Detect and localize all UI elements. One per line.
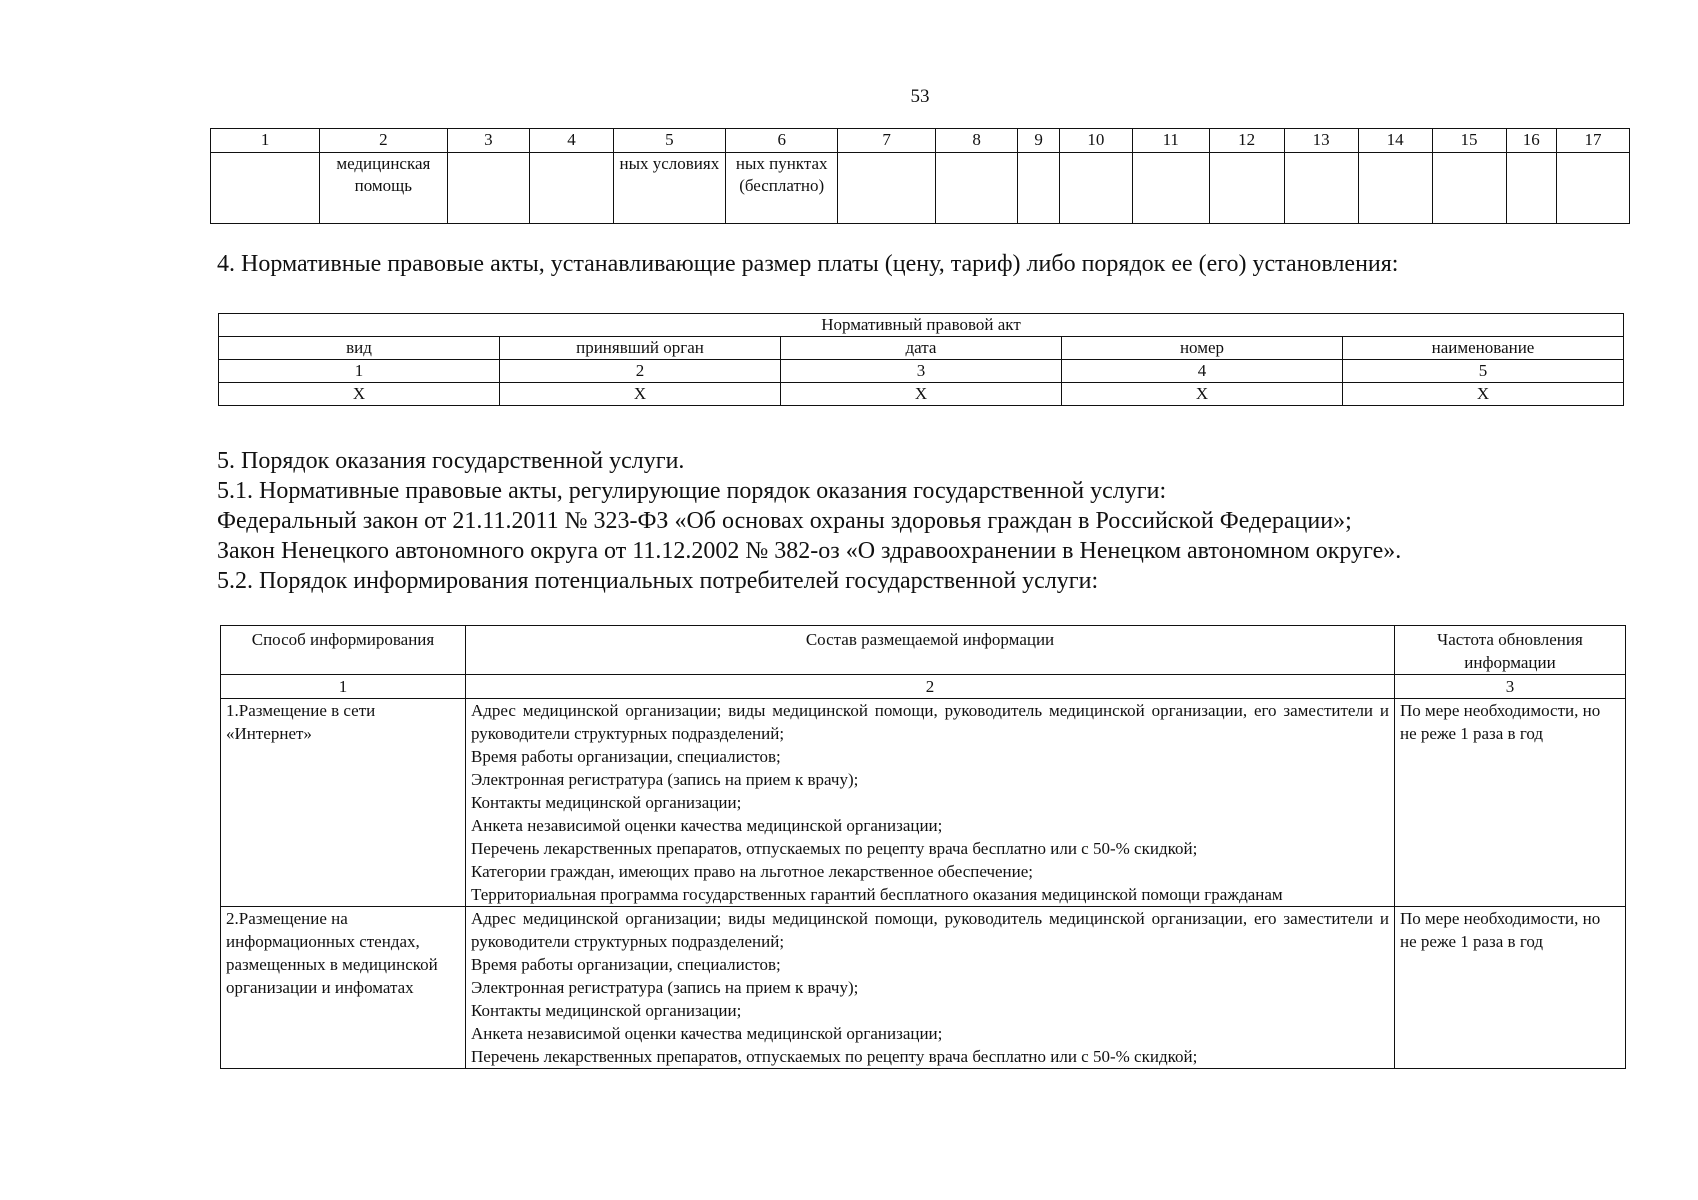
table2-column-header: принявший орган	[500, 337, 781, 360]
table1-cell	[1506, 153, 1556, 224]
table2-column-header: номер	[1062, 337, 1343, 360]
table1-cell: ных условиях	[613, 153, 725, 224]
table1-header-cell: 2	[320, 129, 447, 153]
table1-cell	[1132, 153, 1209, 224]
table1-cell	[838, 153, 935, 224]
content-line: Территориальная программа государственных гарантий бесплатного оказания медицинской помощи гражданам	[471, 885, 1283, 904]
table1-header-cell: 3	[447, 129, 530, 153]
table1-header-cell: 17	[1556, 129, 1629, 153]
table1-header-cell: 5	[613, 129, 725, 153]
content-line: Анкета независимой оценки качества медицинской организации;	[471, 816, 943, 835]
section-5-2-heading: 5.2. Порядок информирования потенциальных потребителей государственной услуги:	[217, 568, 1099, 594]
table1-cell: ных пунктах (бесплатно)	[725, 153, 838, 224]
table3-number-cell: 1	[221, 675, 466, 699]
table2-value-cell: X	[500, 383, 781, 406]
table1-header-cell: 6	[725, 129, 838, 153]
regulatory-acts-table	[218, 313, 1624, 406]
table1-cell	[1209, 153, 1284, 224]
services-table-continuation	[210, 128, 1630, 224]
table-row	[211, 153, 1630, 224]
table3-header: Способ информирования	[221, 626, 466, 675]
table1-header-cell: 10	[1059, 129, 1132, 153]
table3-number-row	[221, 675, 1626, 699]
content-cell	[466, 907, 1395, 1069]
table2-group-header-row	[219, 314, 1624, 337]
table1-cell	[211, 153, 320, 224]
table1-header-cell: 8	[935, 129, 1018, 153]
table-row	[221, 907, 1626, 1069]
table-row	[219, 383, 1624, 406]
table3-number-cell: 3	[1395, 675, 1626, 699]
content-line: Электронная регистратура (запись на прием к врачу);	[471, 770, 859, 789]
frequency-cell: По мере необходимости, но не реже 1 раза в год	[1395, 907, 1626, 1069]
table1-header-cell: 4	[530, 129, 614, 153]
table1-header-row	[211, 129, 1630, 153]
content-line: Время работы организации, специалистов;	[471, 747, 781, 766]
table2-number-cell: 4	[1062, 360, 1343, 383]
table2-column-header-row	[219, 337, 1624, 360]
content-line: Время работы организации, специалистов;	[471, 955, 781, 974]
table2-number-cell: 2	[500, 360, 781, 383]
table1-cell	[1059, 153, 1132, 224]
table3-header-row	[221, 626, 1626, 675]
content-line: Анкета независимой оценки качества медицинской организации;	[471, 1024, 943, 1043]
table1-cell	[1358, 153, 1432, 224]
table1-cell	[447, 153, 530, 224]
table3-number-cell: 2	[466, 675, 1395, 699]
table1-header-cell: 7	[838, 129, 935, 153]
table1-header-cell: 15	[1432, 129, 1506, 153]
content-cell	[466, 699, 1395, 907]
law-regional: Закон Ненецкого автономного округа от 11.12.2002 № 382-оз «О здравоохранении в Ненецком автономном округе».	[217, 538, 1402, 564]
content-line: Контакты медицинской организации;	[471, 1001, 742, 1020]
table1-header-cell: 9	[1018, 129, 1059, 153]
table1-cell	[1018, 153, 1059, 224]
table3-header: Частота обновления информации	[1395, 626, 1626, 675]
table2-value-cell: X	[1343, 383, 1624, 406]
table1-cell	[935, 153, 1018, 224]
table1-header-cell: 14	[1358, 129, 1432, 153]
table1-cell	[530, 153, 614, 224]
table1-header-cell: 12	[1209, 129, 1284, 153]
table2-number-row	[219, 360, 1624, 383]
section-5-1-heading: 5.1. Нормативные правовые акты, регулирующие порядок оказания государственной услуги:	[217, 478, 1167, 504]
table1-header-cell: 13	[1284, 129, 1358, 153]
content-line: Перечень лекарственных препаратов, отпускаемых по рецепту врача бесплатно или с 50-% скидкой;	[471, 1047, 1198, 1066]
content-line: Электронная регистратура (запись на прием к врачу);	[471, 978, 859, 997]
section-4-heading: 4. Нормативные правовые акты, устанавливающие размер платы (цену, тариф) либо порядок ее (его) установления:	[217, 251, 1399, 277]
content-line: Контакты медицинской организации;	[471, 793, 742, 812]
table2-column-header: вид	[219, 337, 500, 360]
table2-column-header: наименование	[1343, 337, 1624, 360]
content-line: Адрес медицинской организации; виды медицинской помощи, руководитель медицинской организации, его заместители и руководители структурных подразделений;	[471, 701, 1389, 743]
table2-number-cell: 3	[781, 360, 1062, 383]
table2-number-cell: 1	[219, 360, 500, 383]
content-line: Категории граждан, имеющих право на льготное лекарственное обеспечение;	[471, 862, 1034, 881]
table1-header-cell: 11	[1132, 129, 1209, 153]
content-line: Перечень лекарственных препаратов, отпускаемых по рецепту врача бесплатно или с 50-% скидкой;	[471, 839, 1198, 858]
table1-header-cell: 16	[1506, 129, 1556, 153]
table1-cell: медицинская помощь	[320, 153, 447, 224]
table1-cell	[1432, 153, 1506, 224]
table1-cell	[1556, 153, 1629, 224]
table2-value-cell: X	[219, 383, 500, 406]
table2-value-cell: X	[781, 383, 1062, 406]
method-cell: 2.Размещение на информационных стендах, размещенных в медицинской организации и инфоматах	[221, 907, 466, 1069]
content-line: Адрес медицинской организации; виды медицинской помощи, руководитель медицинской организации, его заместители и руководители структурных подразделений;	[471, 909, 1389, 951]
frequency-cell: По мере необходимости, но не реже 1 раза в год	[1395, 699, 1626, 907]
law-federal: Федеральный закон от 21.11.2011 № 323-ФЗ «Об основах охраны здоровья граждан в Российской Федерации»;	[217, 508, 1352, 534]
table2-value-cell: X	[1062, 383, 1343, 406]
page-number: 53	[910, 86, 930, 107]
table3-header: Состав размещаемой информации	[466, 626, 1395, 675]
section-5-heading: 5. Порядок оказания государственной услуги.	[217, 448, 685, 474]
table2-group-header: Нормативный правовой акт	[219, 314, 1624, 337]
information-methods-table	[220, 625, 1626, 1069]
table2-number-cell: 5	[1343, 360, 1624, 383]
table2-column-header: дата	[781, 337, 1062, 360]
method-cell: 1.Размещение в сети «Интернет»	[221, 699, 466, 907]
table1-header-cell: 1	[211, 129, 320, 153]
table-row	[221, 699, 1626, 907]
table1-cell	[1284, 153, 1358, 224]
